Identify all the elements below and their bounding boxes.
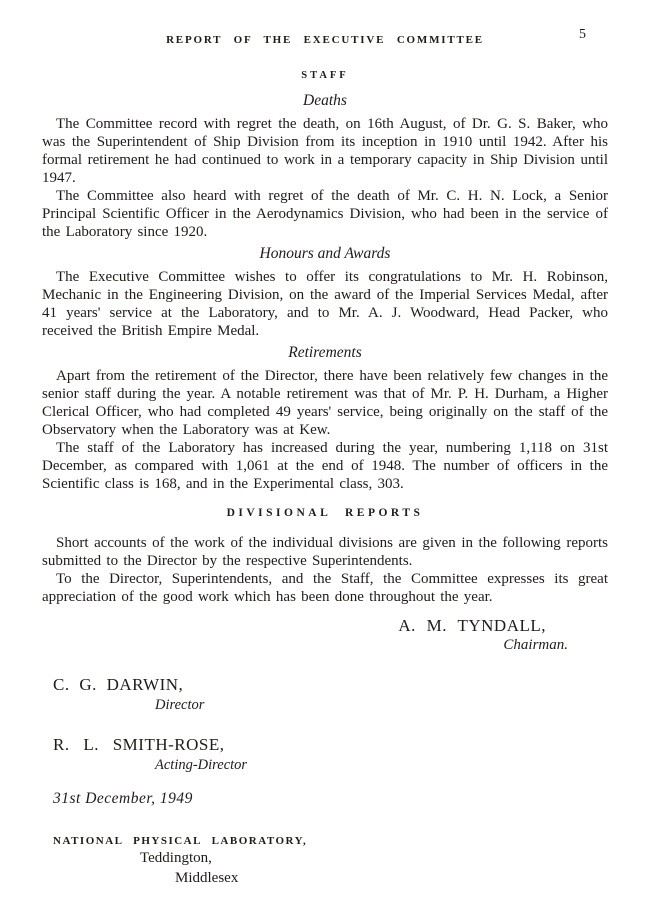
divisional-reports-heading: DIVISIONAL REPORTS bbox=[226, 507, 424, 519]
acting-director-signature-block bbox=[42, 735, 608, 774]
deaths-paragraph-2: The Committee also heard with regret of the death of Mr. C. H. N. Lock, a Senior Principal Scientific Officer in the Aerodynamics Division, who had been in the service of the Laboratory since 1920. bbox=[42, 188, 608, 240]
divisional-paragraph-2: To the Director, Superintendents, and the Staff, the Committee expresses its great appreciation of the good work which has been done throughout the year. bbox=[42, 571, 608, 605]
chairman-name: A. M. TYNDALL, bbox=[398, 616, 546, 635]
deaths-heading: Deaths bbox=[303, 92, 347, 109]
staff-section-heading: STAFF bbox=[301, 70, 349, 81]
director-name: C. G. DARWIN, bbox=[53, 675, 184, 694]
address-block bbox=[42, 835, 608, 887]
deaths-paragraph-1: The Committee record with regret the death, on 16th August, of Dr. G. S. Baker, who was the Superintendent of Ship Division from its inception in 1910 until 1942. After his formal retirement he had continued to work in a temporary capacity in Ship Division until 1947. bbox=[42, 116, 608, 186]
page-number: 5 bbox=[579, 27, 586, 42]
chairman-title: Chairman. bbox=[503, 637, 568, 653]
address-organisation: NATIONAL PHYSICAL LABORATORY, bbox=[53, 835, 308, 847]
director-title: Director bbox=[155, 697, 205, 713]
retirements-paragraph-1: Apart from the retirement of the Director, there have been relatively few changes in the senior staff during the year. A notable retirement was that of Mr. P. H. Durham, a Higher Clerical Officer, who had completed 49 years' service, being originally on the staff of the Observatory when the Laboratory was at Kew. bbox=[42, 368, 608, 438]
retirements-paragraph-2: The staff of the Laboratory has increased during the year, numbering 1,118 on 31st December, as compared with 1,061 at the end of 1948. The number of officers in the Scientific class is 168, and in the Experimental class, 303. bbox=[42, 440, 608, 492]
retirements-heading: Retirements bbox=[288, 344, 362, 361]
running-header bbox=[42, 27, 608, 48]
running-header-title: REPORT OF THE EXECUTIVE COMMITTEE bbox=[166, 34, 484, 46]
director-signature-block bbox=[42, 675, 608, 714]
acting-director-name: R. L. SMITH-ROSE, bbox=[53, 735, 225, 754]
address-county: Middlesex bbox=[175, 870, 239, 886]
address-town: Teddington, bbox=[140, 850, 212, 866]
acting-director-title: Acting-Director bbox=[155, 757, 248, 773]
divisional-paragraph-1: Short accounts of the work of the individual divisions are given in the following reports submitted to the Director by the respective Superintendents. bbox=[42, 535, 608, 569]
honours-paragraph-1: The Executive Committee wishes to offer its congratulations to Mr. H. Robinson, Mechanic in the Engineering Division, on the award of the Imperial Services Medal, after 41 years' service at the Laboratory, and to Mr. A. J. Woodward, Head Packer, who received the British Empire Medal. bbox=[42, 269, 608, 339]
honours-heading: Honours and Awards bbox=[259, 245, 391, 262]
signature-date: 31st December, 1949 bbox=[53, 790, 193, 807]
chairman-signature-block bbox=[42, 616, 608, 654]
